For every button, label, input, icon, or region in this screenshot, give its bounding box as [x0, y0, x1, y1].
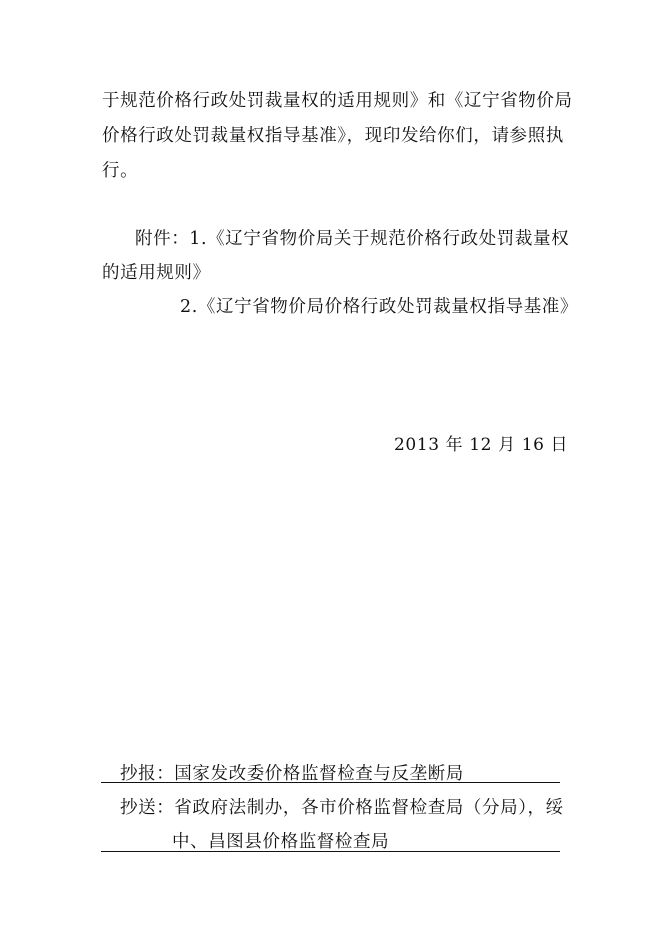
footer-divider-2 [101, 851, 560, 852]
attachment-item-1: 附件：1.《辽宁省物价局关于规范价格行政处罚裁量权 [135, 229, 570, 249]
body-text-line-1: 于规范价格行政处罚裁量权的适用规则》和《辽宁省物价局 [102, 91, 573, 111]
attachment-item-1-continued: 的适用规则》 [102, 263, 211, 283]
footer-divider-1 [101, 782, 560, 783]
copy-to-line: 抄送：省政府法制办，各市价格监督检查局（分局），绥 [120, 798, 564, 818]
body-text-line-2: 价格行政处罚裁量权指导基准》，现印发给你们，请参照执 [102, 126, 564, 146]
copy-to-line-continued: 中、昌图县价格监督检查局 [172, 832, 390, 852]
attachment-item-2: 2.《辽宁省物价局价格行政处罚裁量权指导基准》 [180, 297, 578, 317]
body-text-line-3: 行。 [102, 161, 139, 181]
issue-date: 2013 年 12 月 16 日 [394, 435, 569, 455]
report-to-line: 抄报：国家发改委价格监督检查与反垄断局 [120, 764, 464, 784]
